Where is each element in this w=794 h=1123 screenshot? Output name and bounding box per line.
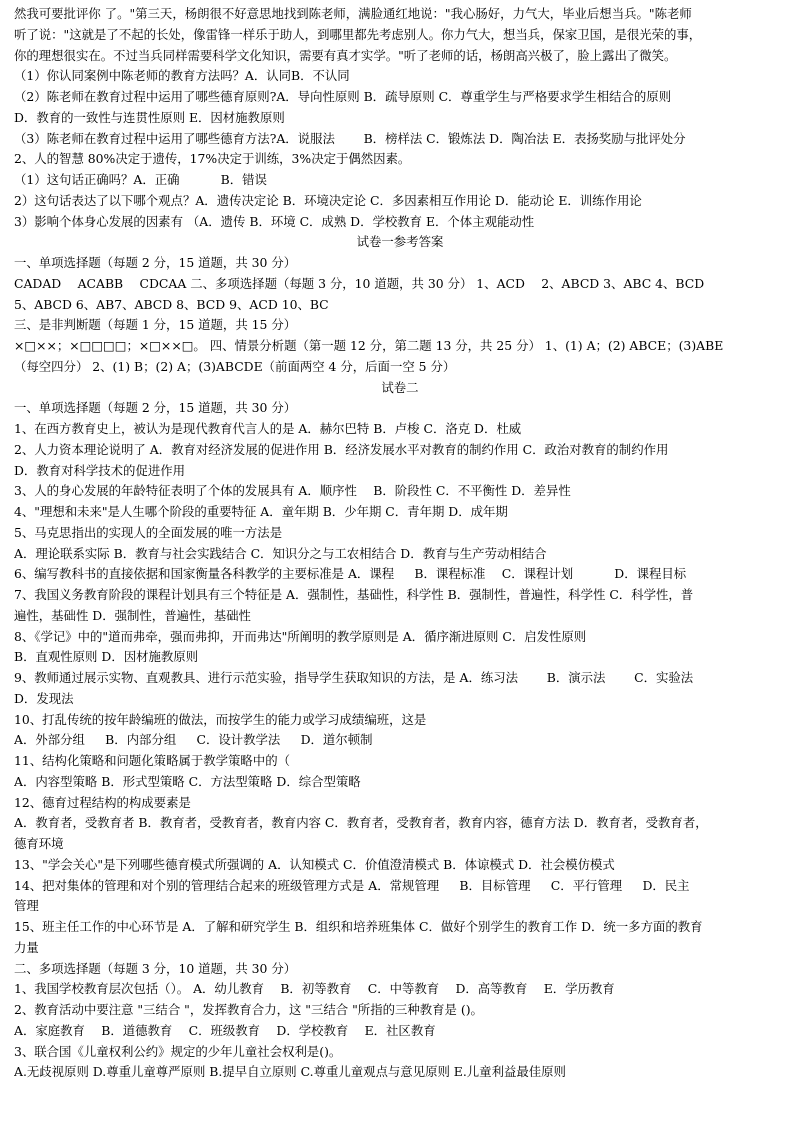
text-line: 8、《学记》中的"道而弗牵，强而弗抑，开而弗达"所阐明的教学原则是 A．循序渐进原则 C．启发性原则: [14, 628, 587, 644]
text-line: 14、把对集体的管理和对个别的管理结合起来的班级管理方式是 A．常规管理 B．目标管理 C．平行管理 D．民主: [14, 877, 690, 893]
text-line: ×□××；×□□□□；×□××□。 四、情景分析题（第一题 12 分，第二题 13 分，共 25 分） 1、(1) A；(2) ABCE；(3)ABE: [14, 338, 724, 353]
text-line: （1）这句话正确吗？A．正确 B．错误: [14, 172, 267, 187]
text-line: 听了说："这就是了不起的长处，像雷锋一样乐于助人，到哪里都先考虑别人。你力气大，想当兵，保家卫国，是很光荣的事，: [14, 26, 702, 42]
text-line: A．外部分组 B．内部分组 C．设计教学法 D．道尔顿制: [14, 732, 373, 748]
text-line: 6、编写教科书的直接依据和国家衡量各科教学的主要标准是 A．课程 B．课程标准 C．课程计划 D．课程目标: [14, 566, 687, 582]
text-line: 2、教育活动中要注意 "三结合 "，发挥教育合力，这 "三结合 "所指的三种教育是 ()。: [14, 1002, 483, 1017]
text-line: 德育环境: [14, 836, 64, 851]
text-line: D．发现法: [14, 690, 74, 706]
text-line: 二、多项选择题（每题 3 分，10 道题，共 30 分）: [14, 960, 297, 976]
text-line: 1、在西方教育史上，被认为是现代教育代言人的是 A．赫尔巴特 B．卢梭 C．洛克 D．杜威: [14, 421, 522, 436]
text-line: 一、单项选择题（每题 2 分，15 道题，共 30 分）: [14, 255, 297, 270]
text-line: 13、"学会关心"是下列哪些德育模式所强调的 A．认知模式 C．价值澄清模式 B．体谅模式 D．社会模仿模式: [14, 856, 615, 872]
text-line: 3）影响个体身心发展的因素有 （A．遗传 B．环境 C．成熟 D．学校教育 E．个体主观能动性: [14, 213, 535, 229]
text-line: 15、班主任工作的中心环节是 A．了解和研究学生 B．组织和培养班集体 C．做好个别学生的教育工作 D．统一多方面的教育: [14, 919, 703, 934]
text-line: B．直观性原则 D．因材施教原则: [14, 649, 199, 665]
text-line: 2、人的智慧 80%决定于遗传，17%决定于训练，3%决定于偶然因素。: [14, 151, 411, 167]
text-line: 5、ABCD 6、AB7、ABCD 8、BCD 9、ACD 10、BC: [14, 296, 329, 312]
text-line: （1）你认同案例中陈老师的教育方法吗？A．认同B．不认同: [14, 68, 350, 84]
text-line: A.无歧视原则 D.尊重儿童尊严原则 B.提早自立原则 C.尊重儿童观点与意见原则 E.儿童利益最佳原则: [14, 1064, 566, 1080]
text-line: 5、马克思指出的实现人的全面发展的唯一方法是: [14, 524, 283, 540]
text-line: （每空四分） 2、(1) B；(2) A；(3)ABCDE（前面两空 4 分，后面一空 5 分）: [14, 358, 456, 374]
text-line: A．内容型策略 B．形式型策略 C．方法型策略 D．综合型策略: [14, 773, 361, 789]
text-line: （3）陈老师在教育过程中运用了哪些德育方法?A．说服法 B．榜样法 C．锻炼法 D．陶冶法 E．表扬奖励与批评处分: [14, 130, 686, 146]
text-line: 你的理想很实在。不过当兵同样需要科学文化知识，需要有真才实学。"听了老师的话，杨朗高兴极了，脸上露出了微笑。: [14, 47, 677, 63]
text-line: 一、单项选择题（每题 2 分，15 道题，共 30 分）: [14, 400, 297, 416]
text-line: 1、我国学校教育层次包括（）。 A．幼儿教育 B．初等教育 C．中等教育 D．高等教育 E．学历教育: [14, 981, 615, 997]
text-line: 遍性，基础性 D．强制性，普遍性，基础性: [14, 607, 251, 623]
text-line: A．家庭教育 B．道德教育 C．班级教育 D．学校教育 E．社区教育: [14, 1022, 436, 1038]
text-line: A．教育者，受教育者 B．教育者，受教育者，教育内容 C．教育者，受教育者，教育内容，德育方法 D．教育者，受教育者，: [14, 815, 708, 831]
section-heading: 试卷二: [381, 379, 419, 395]
text-line: 7、我国义务教育阶段的课程计划具有三个特征是 A．强制性，基础性，科学性 B．强制性，普遍性，科学性 C．科学性，普: [14, 587, 694, 602]
text-line: 11、结构化策略和问题化策略属于教学策略中的（: [14, 753, 290, 768]
text-line: 管理: [14, 898, 39, 914]
text-line: 力量: [14, 939, 39, 955]
text-line: 9、教师通过展示实物、直观教具、进行示范实验，指导学生获取知识的方法，是 A．练习法 B．演示法 C．实验法: [14, 670, 694, 685]
text-line: 然我可要批评你 了。"第三天，杨朗很不好意思地找到陈老师，满脸通红地说："我心肠好，力气大，毕业后想当兵。"陈老师: [14, 6, 692, 21]
text-line: A．理论联系实际 B．教育与社会实践结合 C．知识分之与工农相结合 D．教育与生产劳动相结合: [14, 545, 547, 561]
text-line: 4、"理想和未来"是人生哪个阶段的重要特征 A．童年期 B．少年期 C．青年期 D．成年期: [14, 504, 508, 519]
text-line: 2）这句话表达了以下哪个观点？A．遗传决定论 B．环境决定论 C．多因素相互作用论 D．能动论 E．训练作用论: [14, 192, 642, 208]
text-line: 2、人力资本理论说明了 A．教育对经济发展的促进作用 B．经济发展水平对教育的制约作用 C．政治对教育的制约作用: [14, 441, 669, 457]
text-line: 12、德育过程结构的构成要素是: [14, 794, 191, 810]
text-line: 3、联合国《儿童权利公约》规定的少年儿童社会权利是()。: [14, 1043, 342, 1059]
text-line: 3、人的身心发展的年龄特征表明了个体的发展具有 A．顺序性 B．阶段性 C．不平衡性 D．差异性: [14, 483, 571, 499]
text-line: 三、是非判断题（每题 1 分，15 道题，共 15 分）: [14, 317, 297, 333]
text-line: D．教育对科学技术的促进作用: [14, 462, 186, 478]
section-heading: 试卷一参考答案: [356, 234, 444, 250]
text-line: （2）陈老师在教育过程中运用了哪些德育原则?A．导向性原则 B．疏导原则 C．尊重学生与严格要求学生相结合的原则: [14, 89, 672, 104]
text-line: D．教育的一致性与连贯性原则 E．因材施教原则: [14, 109, 285, 125]
text-line: 10、打乱传统的按年龄编班的做法，而按学生的能力或学习成绩编班，这是: [14, 711, 427, 727]
text-line: CADAD ACABB CDCAA 二、多项选择题（每题 3 分，10 道题，共 30 分） 1、ACD 2、ABCD 3、ABC 4、BCD: [14, 275, 705, 291]
